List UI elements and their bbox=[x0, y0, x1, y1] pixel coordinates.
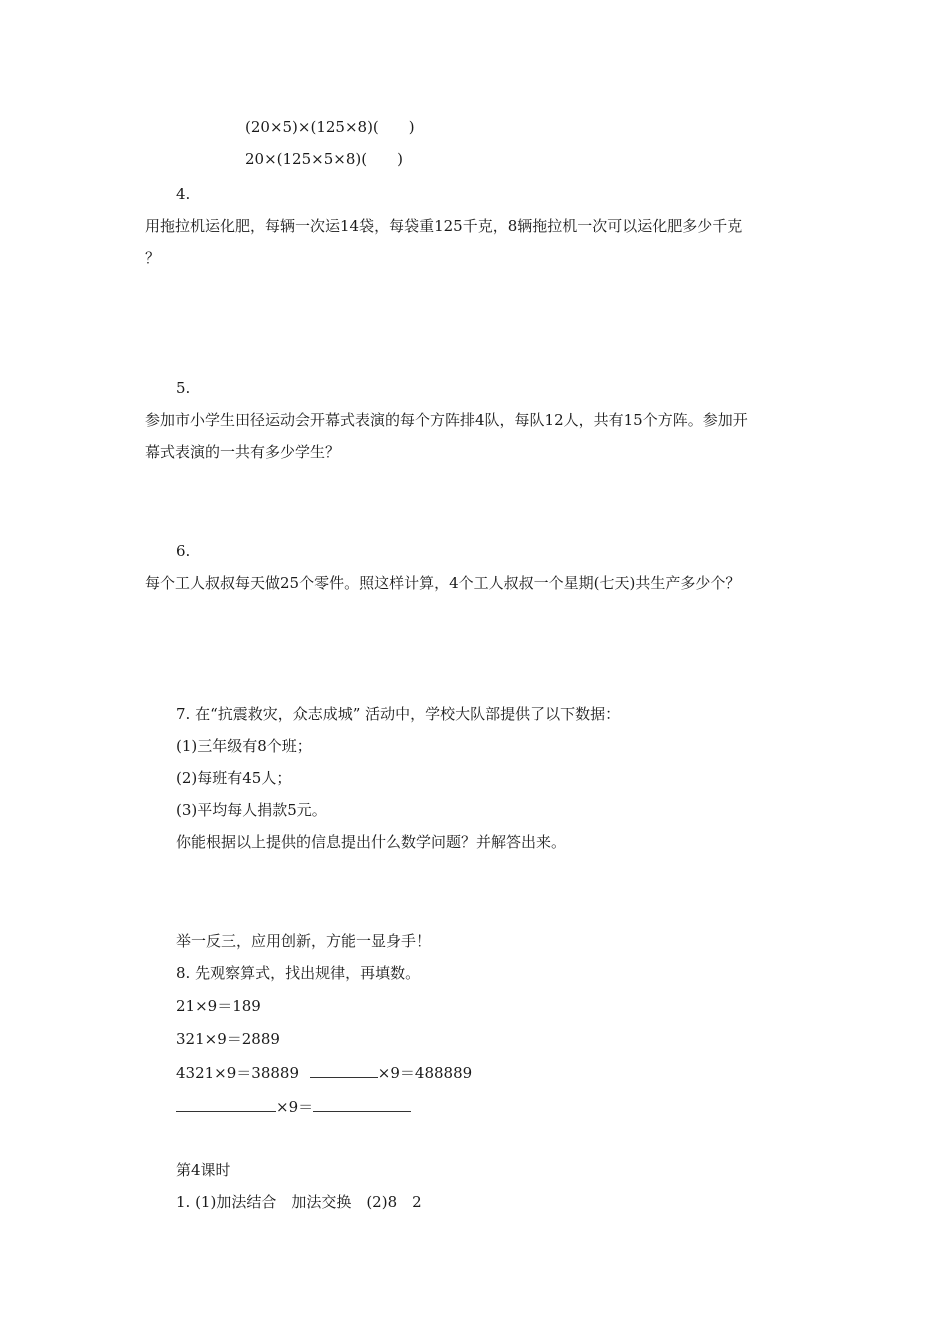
section-heading: 举一反三，应用创新，方能一显身手！ bbox=[176, 932, 432, 950]
expression-b: 20×(125×5×8)( ) bbox=[245, 150, 403, 168]
question-6-number: 6. bbox=[176, 542, 191, 560]
question-5-text: 参加市小学生田径运动会开幕式表演的每个方阵排4队，每队12人，共有15个方阵。参加开 bbox=[145, 411, 748, 429]
question-5-number: 5. bbox=[176, 379, 191, 397]
question-6-text: 每个工人叔叔每天做25个零件。照这样计算，4个工人叔叔一个星期(七天)共生产多少个？ bbox=[145, 574, 741, 592]
question-7-data-3: (3)平均每人捐款5元。 bbox=[176, 801, 327, 819]
expression-a: (20×5)×(125×8)( ) bbox=[245, 118, 415, 136]
question-4-text: 用拖拉机运化肥，每辆一次运14袋，每袋重125千克，8辆拖拉机一次可以运化肥多少千克 bbox=[145, 217, 743, 235]
answer-blank[interactable] bbox=[176, 1096, 276, 1112]
question-5-text-cont: 幕式表演的一共有多少学生？ bbox=[145, 443, 341, 461]
question-7-data-2: (2)每班有45人； bbox=[176, 769, 292, 787]
question-4-text-cont: ？ bbox=[145, 249, 161, 267]
question-8-equation-1: 21×9＝189 bbox=[176, 997, 261, 1015]
question-8-equation-5 bbox=[176, 1096, 411, 1117]
question-8-text: 8. 先观察算式，找出规律，再填数。 bbox=[176, 964, 421, 982]
answer-blank[interactable] bbox=[310, 1062, 378, 1078]
answers-line-1: 1. (1)加法结合 加法交换 (2)8 2 bbox=[176, 1193, 422, 1211]
question-7-data-1: (1)三年级有8个班； bbox=[176, 737, 312, 755]
question-8-equation-2: 321×9＝2889 bbox=[176, 1030, 280, 1048]
question-8-equation-3-text: 4321×9＝38889 bbox=[176, 1064, 300, 1082]
answer-blank[interactable] bbox=[313, 1096, 411, 1112]
question-8-equation-4-text: ×9＝488889 bbox=[377, 1064, 473, 1082]
question-7-prompt: 你能根据以上提供的信息提出什么数学问题？并解答出来。 bbox=[176, 833, 567, 851]
question-8-equation-3 bbox=[176, 1062, 472, 1083]
question-7-text: 7. 在“抗震救灾，众志成城” 活动中，学校大队部提供了以下数据： bbox=[176, 705, 621, 723]
question-8-equation-5-text: ×9＝ bbox=[276, 1098, 314, 1116]
answers-title: 第4课时 bbox=[176, 1161, 231, 1179]
question-4-number: 4. bbox=[176, 185, 191, 203]
